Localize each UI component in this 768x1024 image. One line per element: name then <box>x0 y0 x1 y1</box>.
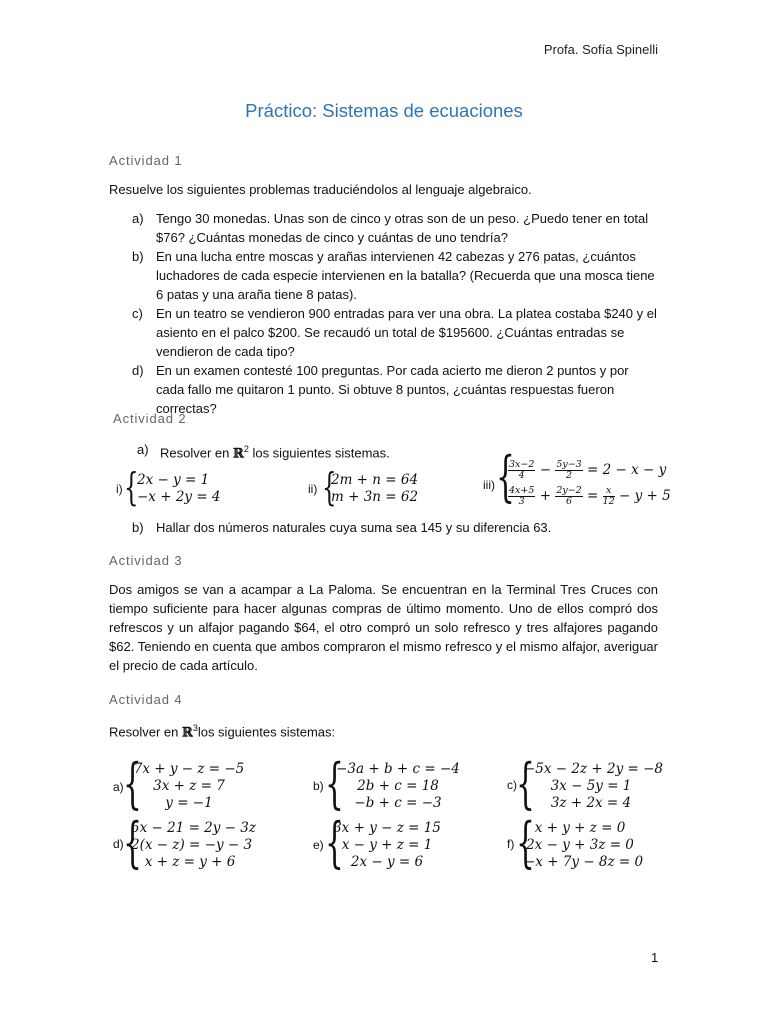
page-number: 1 <box>651 950 659 965</box>
left-brace-icon: { <box>322 465 337 509</box>
denominator: 4 <box>518 470 525 481</box>
item-label: b) <box>132 249 144 264</box>
item-text: En una lucha entre moscas y arañas intervienen 42 cabezas y 276 patas, ¿cuántos luchadores de cada especie intervienen en la batalla? (Recuerda que una mosca tiene 6 patas y una araña tiene 8 patas). <box>156 249 655 302</box>
equation-rhs: = 2 − x − y <box>587 462 667 478</box>
system-iii-equations <box>508 457 671 509</box>
activity-2a-label: a) <box>137 442 149 457</box>
equation: x + z = y + 6 <box>144 854 236 870</box>
instruction-post: los siguientes sistemas: <box>197 724 336 740</box>
list-item <box>132 247 660 304</box>
equation: −x + 2y = 4 <box>137 489 221 505</box>
left-brace-icon: { <box>325 752 344 815</box>
left-brace-icon: { <box>124 465 139 509</box>
activity-3-heading: Actividad 3 <box>109 553 183 568</box>
operator: + <box>539 488 552 504</box>
left-brace-icon: { <box>325 811 344 874</box>
instruction-pre: Resolver en <box>160 445 230 461</box>
system-e-equations <box>333 820 441 871</box>
system-i-label: i) <box>116 482 123 496</box>
system-f-label: f) <box>507 837 515 851</box>
equation-rhs: − y + 5 <box>619 488 671 504</box>
equation: y = −1 <box>165 795 213 811</box>
denominator: 3 <box>518 496 525 507</box>
fraction <box>603 486 615 507</box>
equation: 3z + 2x = 4 <box>550 795 632 811</box>
activity-1-list <box>132 209 660 418</box>
system-e-label: e) <box>313 838 324 852</box>
system-d-equations <box>131 820 256 871</box>
numerator: 5y−3 <box>556 459 582 470</box>
denominator: 12 <box>602 496 615 507</box>
system-d-label: d) <box>113 837 124 851</box>
fraction <box>508 460 535 481</box>
system-ii-equations <box>331 472 418 506</box>
fraction <box>508 486 535 507</box>
system-c-label: c) <box>507 778 517 792</box>
activity-2b-label: b) <box>132 520 144 535</box>
instruction-post: los siguientes sistemas. <box>252 445 390 461</box>
item-text: Tengo 30 monedas. Unas son de cinco y otras son de un peso. ¿Puedo tener en total $76? ¿Cuántas monedas de cinco y cuántas de uno tendría? <box>156 211 649 245</box>
item-label: c) <box>132 306 143 321</box>
numerator: x <box>603 486 615 497</box>
item-text: En un examen contesté 100 preguntas. Por cada acierto me dieron 2 puntos y por cada fallo me quitaron 1 punto. Si obtuve 8 puntos, ¿cuántas respuestas fueron correctas? <box>156 363 629 416</box>
system-c-equations <box>524 761 664 812</box>
system-b-label: b) <box>313 779 324 793</box>
equation: 3x − 5y = 1 <box>550 778 632 794</box>
left-brace-icon: { <box>123 811 142 874</box>
equation: 2b + c = 18 <box>357 778 439 794</box>
system-a-label: a) <box>113 780 124 794</box>
instruction-pre: Resolver en <box>109 724 179 740</box>
equation: x + y + z = 0 <box>534 820 626 836</box>
equation: 2(x − z) = −y − 3 <box>131 837 253 853</box>
activity-1-heading: Actividad 1 <box>109 153 183 168</box>
activity-4-intro <box>109 719 335 742</box>
activity-2-heading: Actividad 2 <box>113 411 187 426</box>
system-ii-label: ii) <box>308 482 318 496</box>
equation: 2x − y = 6 <box>350 854 424 870</box>
equation: 3x + y − z = 15 <box>333 820 441 836</box>
system-b-equations <box>333 761 463 812</box>
activity-2a-instruction <box>160 440 390 463</box>
equation: 2x − y + 3z = 0 <box>526 837 634 853</box>
item-label: d) <box>132 363 144 378</box>
equation: 2m + n = 64 <box>331 472 419 488</box>
fraction <box>555 486 582 507</box>
left-brace-icon: { <box>496 445 515 508</box>
system-a-equations <box>131 761 247 812</box>
equation <box>508 457 671 483</box>
real-set-symbol: ℝ <box>182 725 193 741</box>
page-title: Práctico: Sistemas de ecuaciones <box>245 100 523 121</box>
equation: 7x + y − z = −5 <box>133 761 245 777</box>
equation <box>508 483 671 509</box>
denominator: 2 <box>566 470 573 481</box>
numerator: 2y−2 <box>556 485 582 496</box>
item-text: En un teatro se vendieron 900 entradas para ver una obra. La platea costaba $240 y el asiento en el palco $200. Se recaudó un total de $195600. ¿Cuántas entradas se vendieron de cada tipo? <box>156 306 657 359</box>
equation: 2x − y = 1 <box>137 472 210 488</box>
equation: −b + c = −3 <box>354 795 442 811</box>
list-item <box>132 361 660 418</box>
real-set-symbol: ℝ <box>233 446 244 462</box>
system-iii-label: iii) <box>483 478 495 492</box>
real-set-exponent: 3 <box>192 723 198 733</box>
numerator: 4x+5 <box>509 485 535 496</box>
left-brace-icon: { <box>516 811 535 874</box>
equation: 5x − 21 = 2y − 3z <box>131 820 256 836</box>
author-header: Profa. Sofía Spinelli <box>543 42 658 57</box>
item-label: a) <box>132 211 144 226</box>
equation: m + 3n = 62 <box>331 489 419 505</box>
operator: − <box>539 462 552 478</box>
activity-2b-text: Hallar dos números naturales cuya suma sea 145 y su diferencia 63. <box>156 520 552 535</box>
equation: x − y + z = 1 <box>341 837 433 853</box>
equation: −5x − 2z + 2y = −8 <box>524 761 664 777</box>
denominator: 6 <box>566 496 573 507</box>
system-f-equations <box>524 820 644 871</box>
list-item <box>132 304 660 361</box>
activity-3-text: Dos amigos se van a acampar a La Paloma. Se encuentran en la Terminal Tres Cruces con tiempo suficiente para hacer algunas compras de último momento. Uno de ellos compró dos refrescos y un alfajor pagando $64, el otro compró un solo refresco y tres alfajores pagando $62. Teniendo en cuenta que ambos compraron el mismo refresco y el mismo alfajor, averiguar el precio de cada artículo. <box>109 582 658 673</box>
equation: 3x + z = 7 <box>153 778 225 794</box>
left-brace-icon: { <box>516 752 535 815</box>
numerator: 3x−2 <box>509 459 535 470</box>
equation: −3a + b + c = −4 <box>336 761 460 777</box>
activity-1-intro: Resuelve los siguientes problemas traduciéndolos al lenguaje algebraico. <box>109 182 532 197</box>
list-item <box>132 209 660 247</box>
operator: = <box>587 488 599 504</box>
equation: −x + 7y − 8z = 0 <box>524 854 644 870</box>
fraction <box>555 460 582 481</box>
left-brace-icon: { <box>123 752 142 815</box>
real-set-exponent: 2 <box>243 444 249 454</box>
system-i-equations <box>137 472 221 506</box>
activity-4-heading: Actividad 4 <box>109 692 183 707</box>
